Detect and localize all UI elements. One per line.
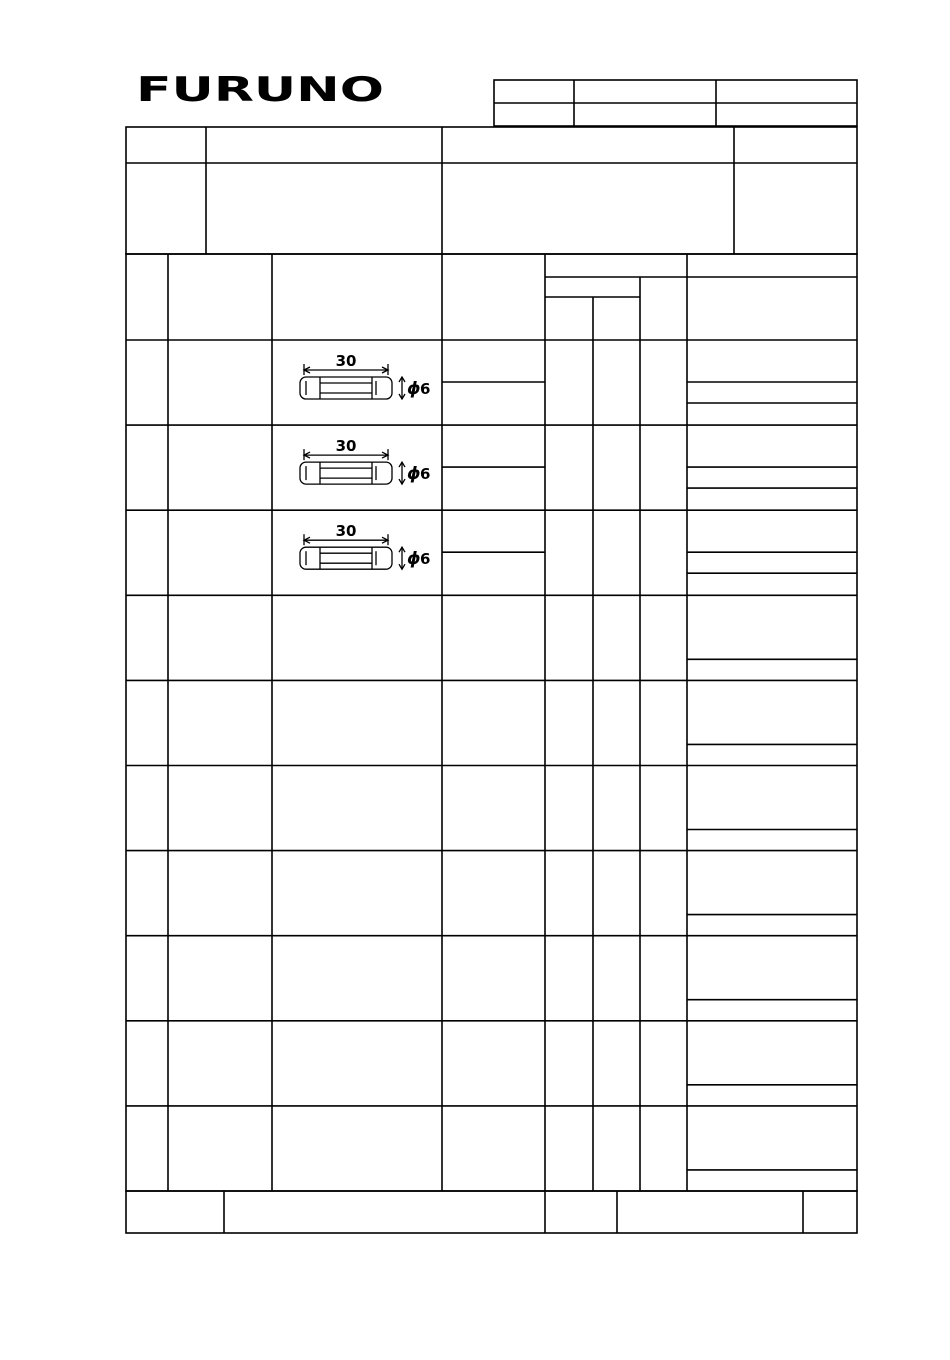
fuse-length-label: 30 [335, 522, 357, 541]
fuse-diameter-label: 6 [420, 380, 431, 398]
table-row [442, 382, 857, 403]
footer-block [126, 1191, 857, 1233]
fuse-diameter-label: 6 [420, 550, 431, 569]
reference-box [494, 80, 857, 126]
fuse-length-label: 30 [335, 437, 357, 456]
fuse-body [300, 377, 392, 399]
table-row [442, 552, 857, 573]
fuse-diameter-label: 6 [420, 465, 431, 484]
parts-table [126, 254, 857, 1191]
fuse-drawing [300, 352, 430, 399]
logo-text: FURUNO [136, 74, 384, 106]
fuse-drawing [300, 522, 430, 569]
fuse-drawing [300, 437, 430, 484]
title-block [126, 127, 857, 254]
row-rules [126, 382, 857, 1170]
fuse-diameter-symbol: ϕ [407, 379, 421, 399]
fuse-diameter-symbol: ϕ [407, 549, 421, 570]
fuse-length-label: 30 [335, 352, 357, 370]
fuse-body [300, 462, 392, 484]
fuse-drawings [300, 352, 430, 569]
fuse-diameter-symbol: ϕ [407, 464, 421, 485]
table-row [442, 467, 857, 488]
fuse-body [300, 547, 392, 569]
